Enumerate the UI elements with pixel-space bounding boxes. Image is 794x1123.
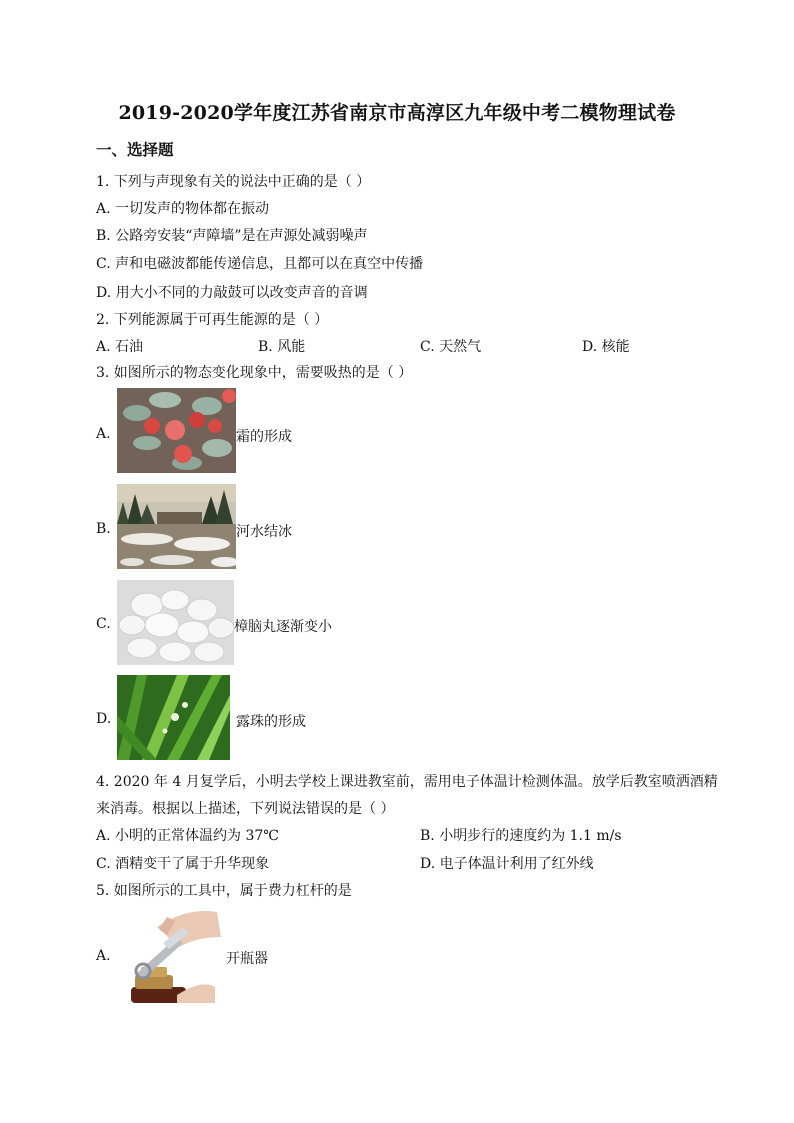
question-5-option-a-letter: A. <box>96 948 111 964</box>
question-3-option-b-letter: B. <box>96 521 111 537</box>
question-2-option-d: D. 核能 <box>582 339 630 355</box>
question-2-stem: 2. 下列能源属于可再生能源的是（ ） <box>96 312 329 328</box>
question-4-option-a: A. 小明的正常体温约为 37℃ <box>96 828 279 844</box>
question-1-stem: 1. 下列与声现象有关的说法中正确的是（ ） <box>96 174 371 190</box>
question-3-stem: 3. 如图所示的物态变化现象中，需要吸热的是（ ） <box>96 365 413 381</box>
exam-title: 2019-2020学年度江苏省南京市高淳区九年级中考二模物理试卷 <box>118 102 676 124</box>
question-5-option-a-text: 开瓶器 <box>226 951 268 967</box>
mothballs-image <box>117 580 234 665</box>
question-3-option-c-text: 樟脑丸逐渐变小 <box>234 619 332 635</box>
question-3-option-b-text: 河水结冰 <box>236 524 292 540</box>
frozen-river-image <box>117 484 236 569</box>
question-2-option-c: C. 天然气 <box>420 339 482 355</box>
question-4-stem-line-1: 4. 2020 年 4 月复学后，小明去学校上课进教室前，需用电子体温计检测体温。放学后教室喷洒酒精 <box>96 774 718 790</box>
frost-berries-image <box>117 388 236 473</box>
question-4-option-d: D. 电子体温计利用了红外线 <box>420 856 594 872</box>
question-1-option-c: C. 声和电磁波都能传递信息，且都可以在真空中传播 <box>96 256 424 272</box>
question-4-option-b: B. 小明步行的速度约为 1.1 m/s <box>420 828 622 844</box>
question-3-option-a-text: 霜的形成 <box>236 429 292 445</box>
question-4-stem-line-2: 来消毒。根据以上描述，下列说法错误的是（ ） <box>96 801 395 817</box>
question-3-option-c-letter: C. <box>96 616 111 632</box>
question-1-option-a: A. 一切发声的物体都在振动 <box>96 201 270 217</box>
question-3-option-a-letter: A. <box>96 426 111 442</box>
bottle-opener-image <box>117 907 225 1003</box>
question-3-option-d-text: 露珠的形成 <box>236 714 306 730</box>
dew-drops-image <box>117 675 230 760</box>
question-2-option-b: B. 风能 <box>258 339 306 355</box>
question-2-option-a: A. 石油 <box>96 339 144 355</box>
section-heading: 一、选择题 <box>96 140 174 159</box>
question-1-option-b: B. 公路旁安装“声障墙”是在声源处减弱噪声 <box>96 228 368 244</box>
question-1-option-d: D. 用大小不同的力敲鼓可以改变声音的音调 <box>96 285 368 301</box>
question-3-option-d-letter: D. <box>96 711 112 727</box>
question-4-option-c: C. 酒精变干了属于升华现象 <box>96 856 270 872</box>
question-5-stem: 5. 如图所示的工具中，属于费力杠杆的是 <box>96 883 352 899</box>
